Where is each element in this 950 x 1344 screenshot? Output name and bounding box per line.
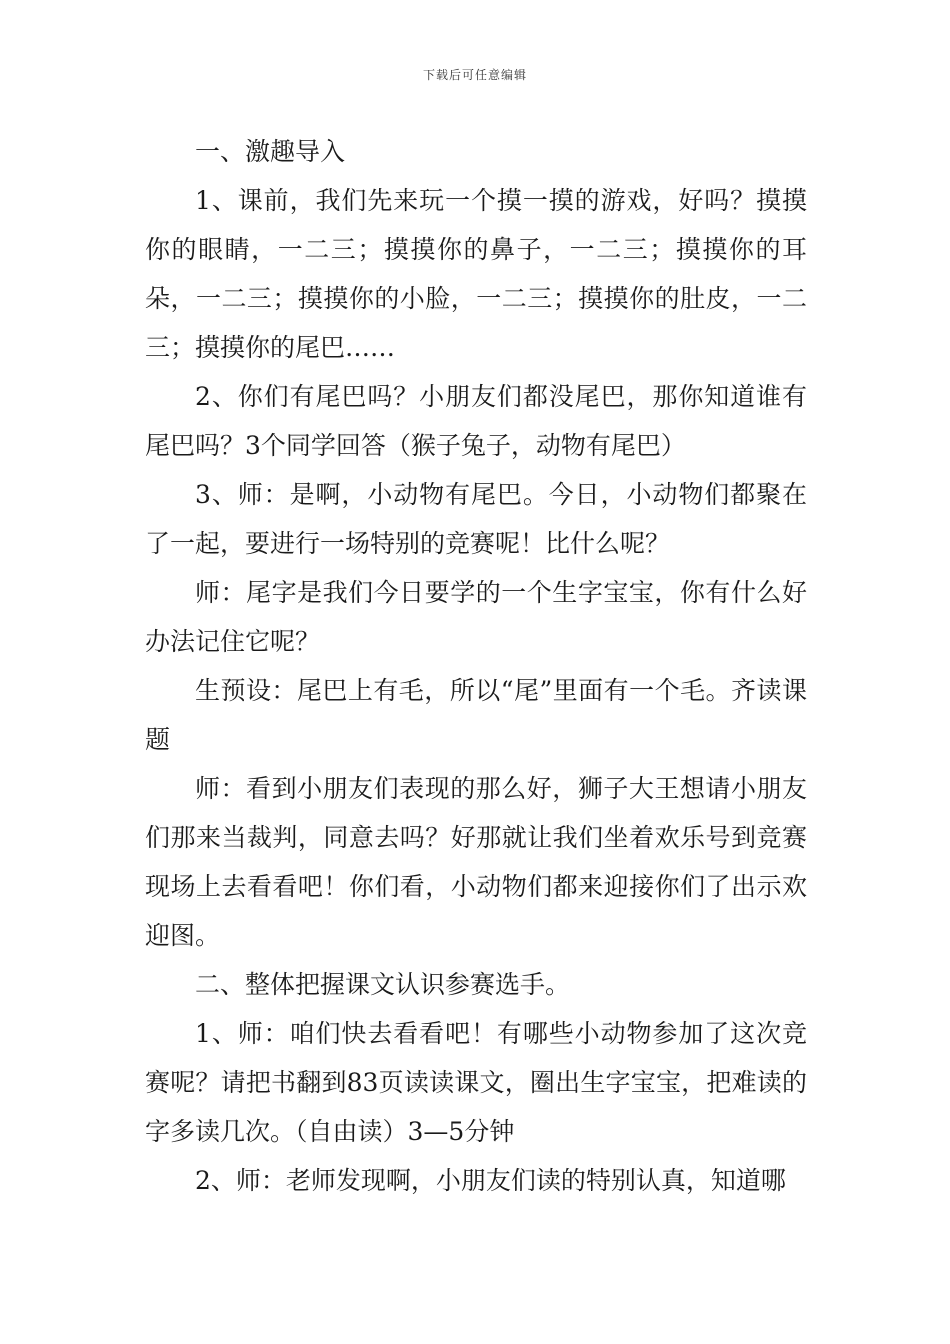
- section-heading-overview: 二、整体把握课文认识参赛选手。: [195, 970, 571, 999]
- paragraph-tails: 2、你们有尾巴吗？小朋友们都没尾巴，那你知道谁有尾巴吗？3个同学回答（猴子兔子，动物有尾巴）: [145, 382, 807, 460]
- paragraph-student-answer: 生预设：尾巴上有毛，所以“尾”里面有一个毛。齐读课题: [145, 676, 807, 754]
- section-heading-intro: 一、激趣导入: [195, 137, 346, 166]
- paragraph-contest: 3、师：是啊，小动物有尾巴。今日，小动物们都聚在了一起，要进行一场特别的竞赛呢！比什么呢？: [145, 480, 807, 558]
- paragraph-referee: 师：看到小朋友们表现的那么好，狮子大王想请小朋友们那来当裁判，同意去吗？好那就让我们坐着欢乐号到竞赛现场上去看看吧！你们看，小动物们都来迎接你们了出示欢迎图。: [145, 774, 807, 950]
- header-note: 下载后可任意编辑: [422, 68, 527, 82]
- document-body: [145, 127, 807, 1205]
- paragraph-teacher-tail-word: 师：尾字是我们今日要学的一个生字宝宝，你有什么好办法记住它呢？: [145, 578, 807, 656]
- paragraph-reading: 1、师：咱们快去看看吧！有哪些小动物参加了这次竞赛呢？请把书翻到83页读读课文，圈出生字宝宝，把难读的字多读几次。（自由读）3—5分钟: [145, 1019, 807, 1146]
- paragraph-teacher-found: 2、师：老师发现啊，小朋友们读的特别认真，知道哪: [195, 1166, 786, 1195]
- paragraph-game: 1、课前，我们先来玩一个摸一摸的游戏，好吗？摸摸你的眼睛，一二三；摸摸你的鼻子，一二三；摸摸你的耳朵，一二三；摸摸你的小脸，一二三；摸摸你的肚皮，一二三；摸摸你的尾巴……: [145, 186, 807, 362]
